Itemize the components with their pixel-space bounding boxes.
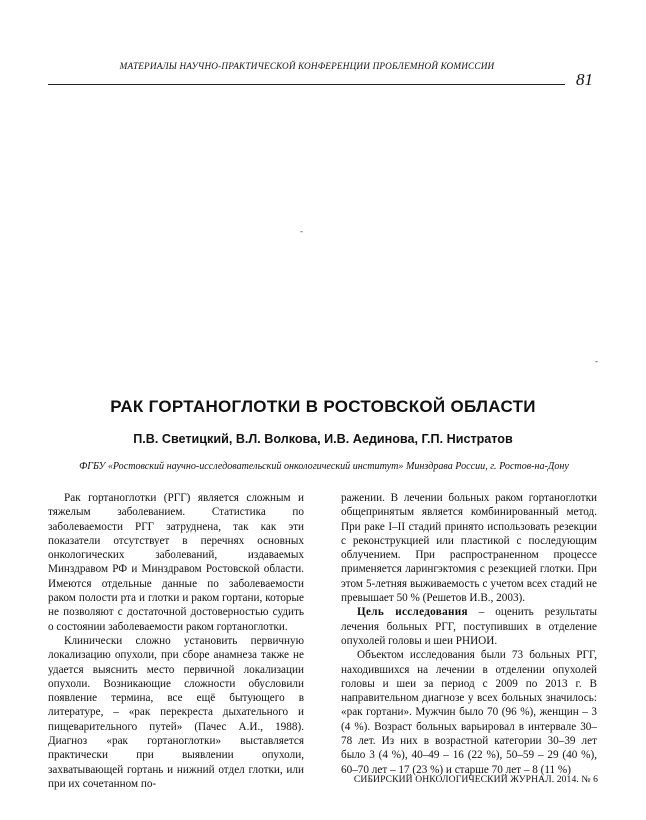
article-title: РАК ГОРТАНОГЛОТКИ В РОСТОВСКОЙ ОБЛАСТИ	[110, 397, 536, 416]
journal-footer: СИБИРСКИЙ ОНКОЛОГИЧЕСКИЙ ЖУРНАЛ. 2014. № 6	[353, 774, 598, 785]
running-head: МАТЕРИАЛЫ НАУЧНО-ПРАКТИЧЕСКОЙ КОНФЕРЕНЦИИ ПРОБЛЕМНОЙ КОМИССИИ	[119, 61, 495, 71]
page-number: 81	[576, 70, 593, 89]
stray-dash-mark: -	[300, 226, 303, 236]
aim-text: – оценить результаты лечения больных РГГ, поступивших в отделение опухолей головы и шеи РНИОИ.	[341, 606, 597, 647]
paragraph: ражении. В лечении больных раком гортаноглотки общепринятым является комбинированный метод. При раке I–II стадий принято использовать резекции с реконструкцией или пластикой с последующим облучением. При распространенном процессе применяется ларингэктомия с резекцией глотки. При этом 5-летняя выживаемость с учетом всех стадий не превышает 50 % (Решетов И.В., 2003).	[341, 492, 597, 605]
aim-label: Цель исследования	[357, 606, 468, 619]
paragraph: Клинически сложно установить первичную локализацию опухоли, при сборе анамнеза также не удается выяснить место первичной локализации опухоли. Возникающие сложности обусловили появление термина, все ещё бытующего в литературе, – «рак перекреста дыхательного и пищеварительного путей» (Пачес А.И., 1988). Диагноз «рак гортаноглотки» выставляется практически при выявлении опухоли, захватывающей гортань и нижний отдел глотки, или при их сочетанном по-	[48, 634, 304, 790]
header-rule	[48, 84, 565, 85]
aim-paragraph	[341, 605, 597, 648]
right-text-column	[341, 491, 597, 777]
article-authors: П.В. Светицкий, В.Л. Волкова, И.В. Аединова, Г.П. Нистратов	[133, 432, 513, 446]
stray-dash-mark: -	[595, 356, 598, 366]
paragraph: Объектом исследования были 73 больных РГГ, находившихся на лечении в отделении опухолей головы и шеи за период с 2009 по 2013 г. В направительном диагнозе у всех больных значилось: «рак гортани». Мужчин было 70 (96 %), женщин – 3 (4 %). Возраст больных варьировал в интервале 30–78 лет. Из них в возрастной категории 30–39 лет было 3 (4 %), 40–49 – 16 (22 %), 50–59 – 29 (40 %), 60–70 лет – 17 (23 %) и старше 70 лет – 8 (11 %)	[341, 649, 597, 776]
paragraph: Рак гортаноглотки (РГГ) является сложным и тяжелым заболеванием. Статистика по заболеваемости РГГ затруднена, так как эти показатели отсутствует в перечнях основных онкологических заболеваний, издаваемых Минздравом РФ и Минздравом Ростовской области. Имеются отдельные данные по заболеваемости раком полости рта и глотки и раком гортани, которые не позволяют с достаточной достоверностью судить о состоянии заболеваемости раком гортаноглотки.	[48, 492, 304, 633]
left-text-column	[48, 491, 304, 791]
article-affiliation: ФГБУ «Ростовский научно-исследовательский онкологический институт» Минздрава России, г. Ростов-на-Дону	[79, 461, 569, 472]
